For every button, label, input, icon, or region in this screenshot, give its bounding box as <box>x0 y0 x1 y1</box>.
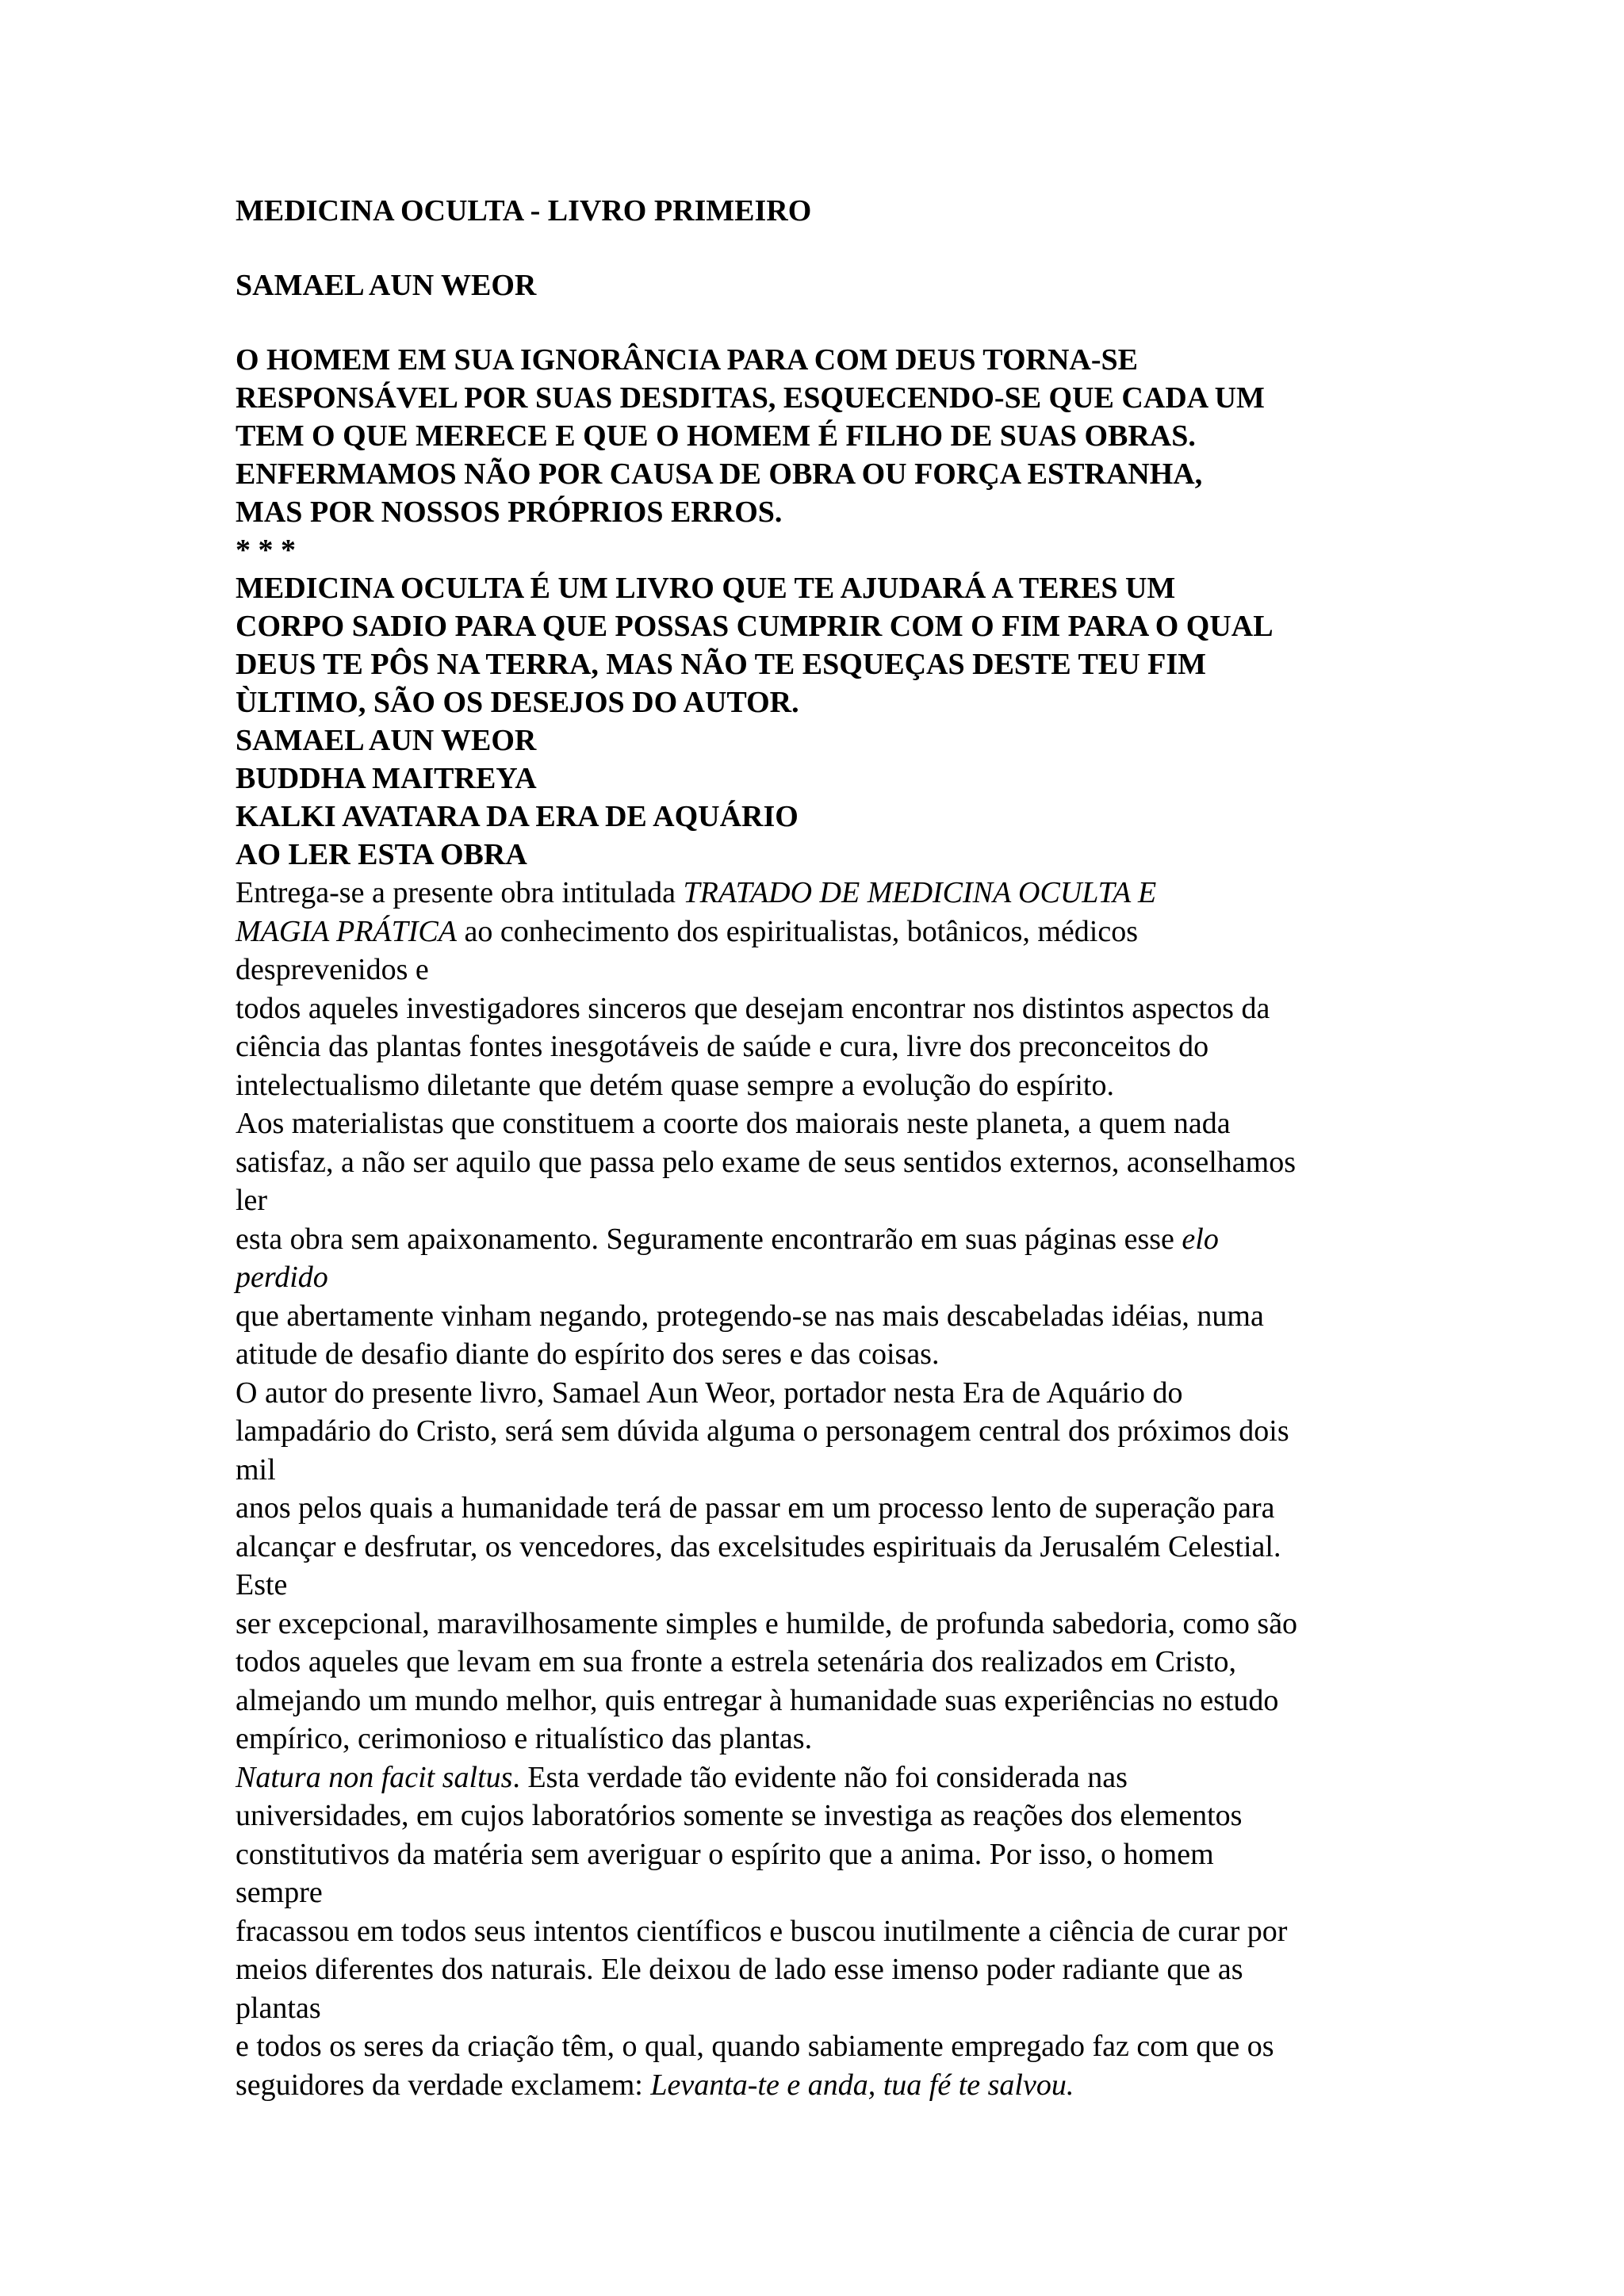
body-line: todos aqueles investigadores sinceros que desejam encontrar nos distintos aspectos da <box>236 991 1270 1025</box>
body-line: todos aqueles que levam em sua fronte a estrela setenária dos realizados em Cristo, <box>236 1645 1236 1678</box>
body-line: ser excepcional, maravilhosamente simples e humilde, de profunda sabedoria, como são <box>236 1606 1298 1640</box>
epigraph-line: MAS POR NOSSOS PRÓPRIOS ERROS. <box>236 496 783 529</box>
body-line: O autor do presente livro, Samael Aun Weor, portador nesta Era de Aquário do <box>236 1376 1183 1410</box>
body-text <box>236 874 1409 2104</box>
body-line: constitutivos da matéria sem averiguar o espírito que a anima. Por isso, o homem <box>236 1837 1214 1871</box>
epigraph-block <box>236 341 1409 874</box>
section-heading: AO LER ESTA OBRA <box>236 838 527 871</box>
signature-line: BUDDHA MAITREYA <box>236 762 537 795</box>
body-text-run: seguidores da verdade exclamem: <box>236 2068 651 2102</box>
body-line: lampadário do Cristo, será sem dúvida alguma o personagem central dos próximos dois <box>236 1414 1289 1448</box>
latin-phrase-italic: Natura non facit saltus <box>236 1760 513 1794</box>
section-separator: * * * <box>236 534 296 567</box>
epigraph-line: MEDICINA OCULTA É UM LIVRO QUE TE AJUDARÁ A TERES UM <box>236 572 1176 605</box>
body-line: e todos os seres da criação têm, o qual, quando sabiamente empregado faz com que os <box>236 2030 1274 2063</box>
body-line: plantas <box>236 1991 321 2025</box>
body-line <box>236 2066 1409 2105</box>
epigraph-line: CORPO SADIO PARA QUE POSSAS CUMPRIR COM O FIM PARA O QUAL <box>236 610 1274 643</box>
body-line: que abertamente vinham negando, protegendo-se nas mais descabeladas idéias, numa <box>236 1299 1264 1333</box>
body-line: Aos materialistas que constituem a coorte dos maiorais neste planeta, a quem nada <box>236 1107 1231 1140</box>
epigraph-line: TEM O QUE MERECE E QUE O HOMEM É FILHO DE SUAS OBRAS. <box>236 419 1196 453</box>
body-text-run: ao conhecimento dos espiritualistas, botânicos, médicos <box>456 914 1139 948</box>
body-line: satisfaz, a não ser aquilo que passa pelo exame de seus sentidos externos, aconselhamos <box>236 1145 1296 1179</box>
body-line: empírico, cerimonioso e ritualístico das plantas. <box>236 1722 813 1755</box>
body-text-run: esta obra sem apaixonamento. Seguramente encontrarão em suas páginas esse <box>236 1222 1182 1256</box>
italic-phrase: elo <box>1182 1222 1219 1256</box>
body-line: mil <box>236 1452 276 1487</box>
epigraph-line: ENFERMAMOS NÃO POR CAUSA DE OBRA OU FORÇA ESTRANHA, <box>236 457 1203 491</box>
body-line: ciência das plantas fontes inesgotáveis de saúde e cura, livre dos preconceitos do <box>236 1030 1209 1063</box>
epigraph-line: ÙLTIMO, SÃO OS DESEJOS DO AUTOR. <box>236 686 799 719</box>
italic-phrase: perdido <box>236 1261 328 1294</box>
body-line: universidades, em cujos laboratórios somente se investiga as reações dos elementos <box>236 1799 1243 1832</box>
epigraph-line: O HOMEM EM SUA IGNORÂNCIA PARA COM DEUS TORNA-SE <box>236 343 1138 377</box>
body-line: intelectualismo diletante que detém quase sempre a evolução do espírito. <box>236 1068 1114 1102</box>
body-line: fracassou em todos seus intentos científicos e buscou inutilmente a ciência de curar por <box>236 1914 1288 1948</box>
document-title: MEDICINA OCULTA - LIVRO PRIMEIRO <box>236 194 812 228</box>
body-line: almejando um mundo melhor, quis entregar à humanidade suas experiências no estudo <box>236 1683 1279 1717</box>
epigraph-line: DEUS TE PÔS NA TERRA, MAS NÃO TE ESQUEÇAS DESTE TEU FIM <box>236 648 1207 681</box>
body-line: anos pelos quais a humanidade terá de passar em um processo lento de superação para <box>236 1491 1275 1525</box>
body-line: atitude de desafio diante do espírito dos seres e das coisas. <box>236 1337 940 1371</box>
body-line: Este <box>236 1568 288 1601</box>
signature-line: SAMAEL AUN WEOR <box>236 724 537 757</box>
body-line <box>236 1758 1409 1797</box>
document-author: SAMAEL AUN WEOR <box>236 269 537 302</box>
body-line <box>236 874 1409 913</box>
quote-italic: Levanta-te e anda, tua fé te salvou. <box>650 2068 1074 2102</box>
body-line <box>236 913 1409 951</box>
book-title-italic: TRATADO DE MEDICINA OCULTA E <box>683 876 1157 909</box>
body-line <box>236 1220 1409 1259</box>
signature-line: KALKI AVATARA DA ERA DE AQUÁRIO <box>236 800 799 833</box>
body-line: sempre <box>236 1876 323 1909</box>
body-line <box>236 1258 1409 1297</box>
body-line: desprevenidos e <box>236 953 429 986</box>
body-text-run: Entrega-se a presente obra intitulada <box>236 876 684 909</box>
document-content <box>236 192 1409 2104</box>
body-text-run: . Esta verdade tão evidente não foi considerada nas <box>512 1760 1128 1794</box>
epigraph-line: RESPONSÁVEL POR SUAS DESDITAS, ESQUECENDO-SE QUE CADA UM <box>236 381 1265 415</box>
body-line: alcançar e desfrutar, os vencedores, das excelsitudes espirituais da Jerusalém Celestial. <box>236 1529 1281 1563</box>
book-title-italic: MAGIA PRÁTICA <box>236 914 457 948</box>
body-line: ler <box>236 1184 268 1217</box>
body-line: meios diferentes dos naturais. Ele deixou de lado esse imenso poder radiante que as <box>236 1953 1243 1986</box>
